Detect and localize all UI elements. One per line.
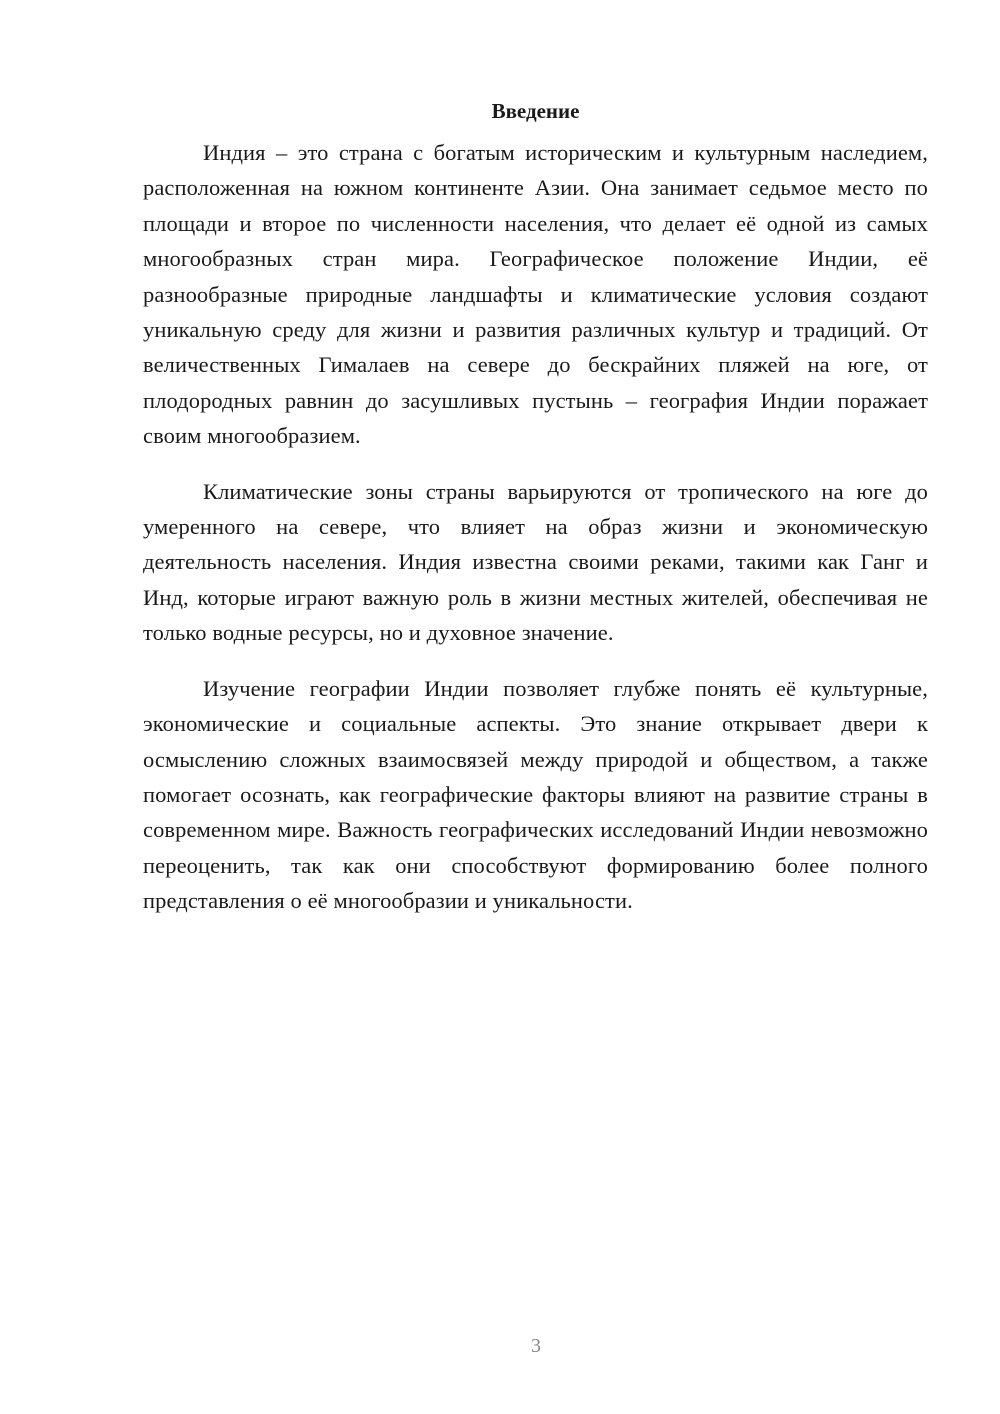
page-number: 3 (531, 1335, 541, 1357)
paragraph-3: Изучение географии Индии позволяет глубже понять её культурные, экономические и социальные аспекты. Это знание открывает двери к осмыслению сложных взаимосвязей между природой и обществом, а также помогает осознать, как географические факторы влияют на развитие страны в современном мире. Важность географических исследований Индии невозможно переоценить, так как они способствуют формированию более полного представления о её многообразии и уникальности. (143, 675, 928, 914)
page-content (143, 96, 928, 939)
section-title: Введение (491, 99, 580, 123)
paragraph-1: Индия – это страна с богатым историческим и культурным наследием, расположенная на южном континенте Азии. Она занимает седьмое место по площади и второе по численности населения, что делает её одной из самых многообразных стран мира. Географическое положение Индии, её разнообразные природные ландшафты и климатические условия создают уникальную среду для жизни и развития различных культур и традиций. От величественных Гималаев на севере до бескрайних пляжей на юге, от плодородных равнин до засушливых пустынь – география Индии поражает своим многообразием. (143, 140, 928, 449)
paragraph-2: Климатические зоны страны варьируются от тропического на юге до умеренного на севере, что влияет на образ жизни и экономическую деятельность населения. Индия известна своими реками, такими как Ганг и Инд, которые играют важную роль в жизни местных жителей, обеспечивая не только водные ресурсы, но и духовное значение. (143, 478, 928, 646)
